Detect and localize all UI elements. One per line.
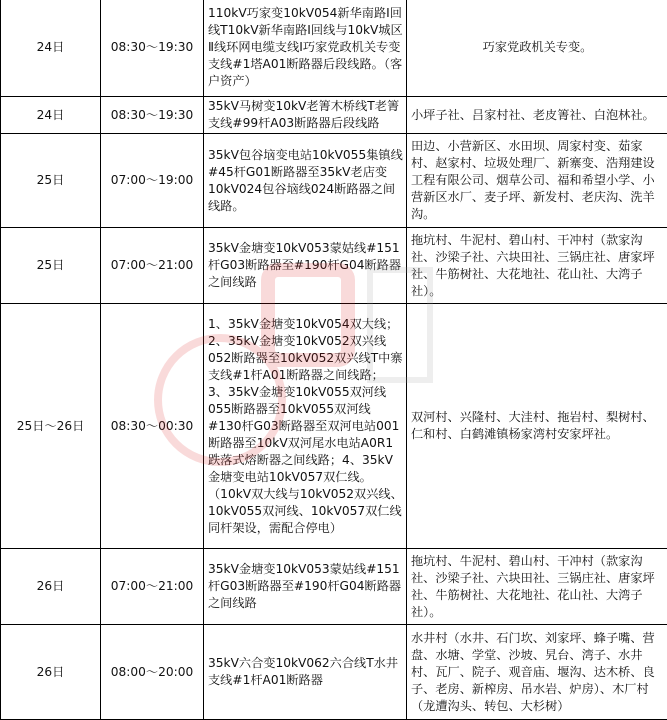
affected-area-cell: 双河村、兴隆村、大洼村、拖岩村、梨树村、仁和村、白鹤滩镇杨家湾村安家坪社。: [407, 304, 667, 549]
date-cell: 25日: [1, 228, 101, 304]
affected-area-cell: 小坪子社、吕家村社、老皮箐社、白泡林社。: [407, 97, 667, 134]
date-cell: 26日: [1, 625, 101, 720]
time-cell: 08:30～19:30: [101, 97, 204, 134]
line-section-cell: 35kV金塘变10kV053蒙姑线#151杆G03断路器至#190杆G04断路器之间线路: [204, 228, 407, 304]
affected-area-cell: 田边、小营新区、水田坝、周家村变、茹家村、赵家村、垃圾处理厂、新寨变、浩翔建设工程有限公司、烟草公司、福和希望小学、小营新区水厂、麦子坪、新发村、老庆沟、洗羊沟。: [407, 134, 667, 228]
table-row: [1, 134, 667, 228]
line-section-cell: 1、35kV金塘变10kV054双大线；2、35kV金塘变10kV052双兴线052断路器至10kV052双兴线T中寨支线#1杆A01断路器之间线路；3、35kV金塘变10kV055双河线055断路器至10kV055双河线#130杆G03断路器至双河电站001断路器至10kV双河尾水电站A0R1跌落式熔断器之间线路；4、35kV金塘变电站10kV057双仁线。（10kV双大线与10kV052双兴线、10kV055双河线、10kV057双仁线同杆架设，需配合停电）: [204, 304, 407, 549]
table-row: [1, 228, 667, 304]
time-cell: 07:00～21:00: [101, 228, 204, 304]
date-cell: 24日: [1, 0, 101, 97]
table-row: [1, 304, 667, 549]
time-cell: 08:00～20:00: [101, 625, 204, 720]
affected-area-cell: 水井村（水井、石门坎、刘家坪、蜂子嘴、营盘、水塘、学堂、沙坡、旯台、湾子、水井村、瓦厂、院子、观音庙、堰沟、达木桥、良子、老房、新榨房、吊水岩、炉房）、木厂村（龙遭沟头、转包、大杉树）: [407, 625, 667, 720]
time-cell: 07:00～19:00: [101, 134, 204, 228]
time-cell: 07:00～21:00: [101, 549, 204, 625]
time-cell: 08:30～00:30: [101, 304, 204, 549]
table-row: [1, 97, 667, 134]
table-row: [1, 0, 667, 97]
line-section-cell: 35kV包谷垴变电站10kV055集镇线#45杆G01断路器至35kV老店变10kV024包谷垴线024断路器之间线路。: [204, 134, 407, 228]
table-row: [1, 549, 667, 625]
time-cell: 08:30～19:30: [101, 0, 204, 97]
line-section-cell: 35kV六合变10kV062六合线T水井支线#1杆A01断路器: [204, 625, 407, 720]
table-row: [1, 625, 667, 720]
date-cell: 25日: [1, 134, 101, 228]
affected-area-cell: 拖坑村、牛泥村、碧山村、干冲村（款家沟社、沙梁子社、六块田社、三锅庄社、唐家坪社、牛筋树社、大花地社、花山社、大湾子社）。: [407, 228, 667, 304]
line-section-cell: 110kV巧家变10kV054新华南路Ⅰ回线T10kV新华南路Ⅰ回线与10kV城区Ⅱ线环网电缆支线Ⅰ巧家党政机关专变支线#1塔A01断路器后段线路。（客户资产）: [204, 0, 407, 97]
date-cell: 25日～26日: [1, 304, 101, 549]
affected-area-cell: 拖坑村、牛泥村、碧山村、干冲村（款家沟社、沙梁子社、六块田社、三锅庄社、唐家坪社、牛筋树社、大花地社、花山社、大湾子社）。: [407, 549, 667, 625]
line-section-cell: 35kV金塘变10kV053蒙姑线#151杆G03断路器至#190杆G04断路器之间线路: [204, 549, 407, 625]
date-cell: 24日: [1, 97, 101, 134]
line-section-cell: 35kV马树变10kV老箐木桥线T老箐支线#99杆A03断路器后段线路: [204, 97, 407, 134]
affected-area-cell: 巧家党政机关专变。: [407, 0, 667, 97]
date-cell: 26日: [1, 549, 101, 625]
